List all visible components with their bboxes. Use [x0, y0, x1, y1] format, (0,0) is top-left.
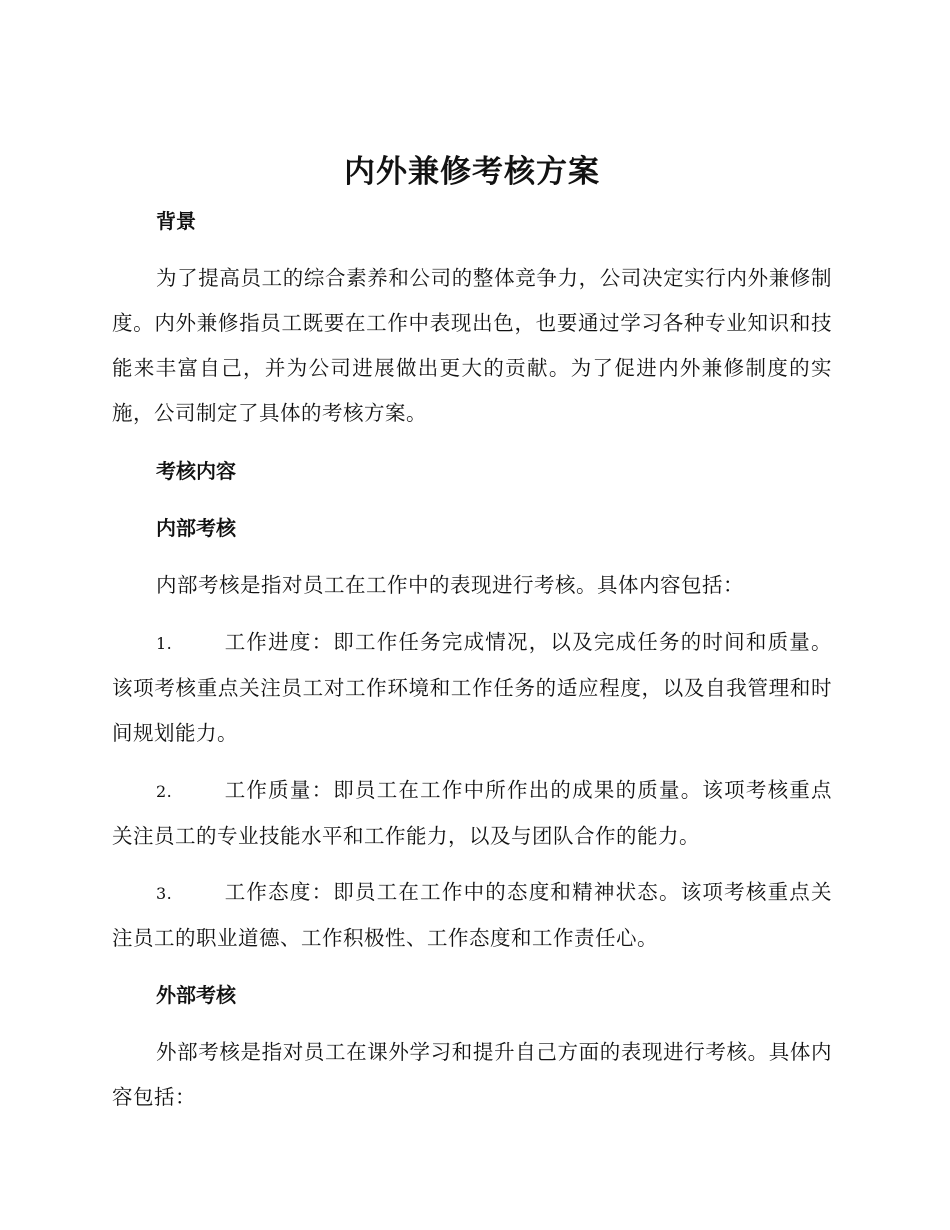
list-item [112, 870, 832, 961]
list-item [112, 768, 832, 859]
section-heading-internal: 内部考核 [156, 516, 236, 540]
list-item-text: 工作质量：即员工在工作中所作出的成果的质量。该项考核重点关注员工的专业技能水平和工作能力，以及与团队合作的能力。 [112, 778, 832, 848]
list-item-text: 工作态度：即员工在工作中的态度和精神状态。该项考核重点关注员工的职业道德、工作积极性、工作态度和工作责任心。 [112, 880, 832, 950]
document-title: 内外兼修考核方案 [344, 154, 600, 190]
list-item-number: 3. [156, 884, 173, 903]
section-heading-external: 外部考核 [156, 983, 236, 1007]
external-intro-paragraph: 外部考核是指对员工在课外学习和提升自己方面的表现进行考核。具体内容包括： [112, 1040, 832, 1109]
list-item-number: 1. [156, 634, 173, 653]
section-heading-content: 考核内容 [156, 459, 236, 483]
list-item [112, 620, 832, 756]
internal-intro-paragraph: 内部考核是指对员工在工作中的表现进行考核。具体内容包括： [156, 573, 744, 597]
list-item-number: 2. [156, 782, 173, 801]
list-item-text: 工作进度：即工作任务完成情况，以及完成任务的时间和质量。该项考核重点关注员工对工作环境和工作任务的适应程度，以及自我管理和时间规划能力。 [112, 630, 832, 745]
section-heading-background: 背景 [156, 209, 196, 233]
background-paragraph: 为了提高员工的综合素养和公司的整体竞争力，公司决定实行内外兼修制度。内外兼修指员工既要在工作中表现出色，也要通过学习各种专业知识和技能来丰富自己，并为公司进展做出更大的贡献。为了促进内外兼修制度的实施，公司制定了具体的考核方案。 [112, 266, 832, 425]
